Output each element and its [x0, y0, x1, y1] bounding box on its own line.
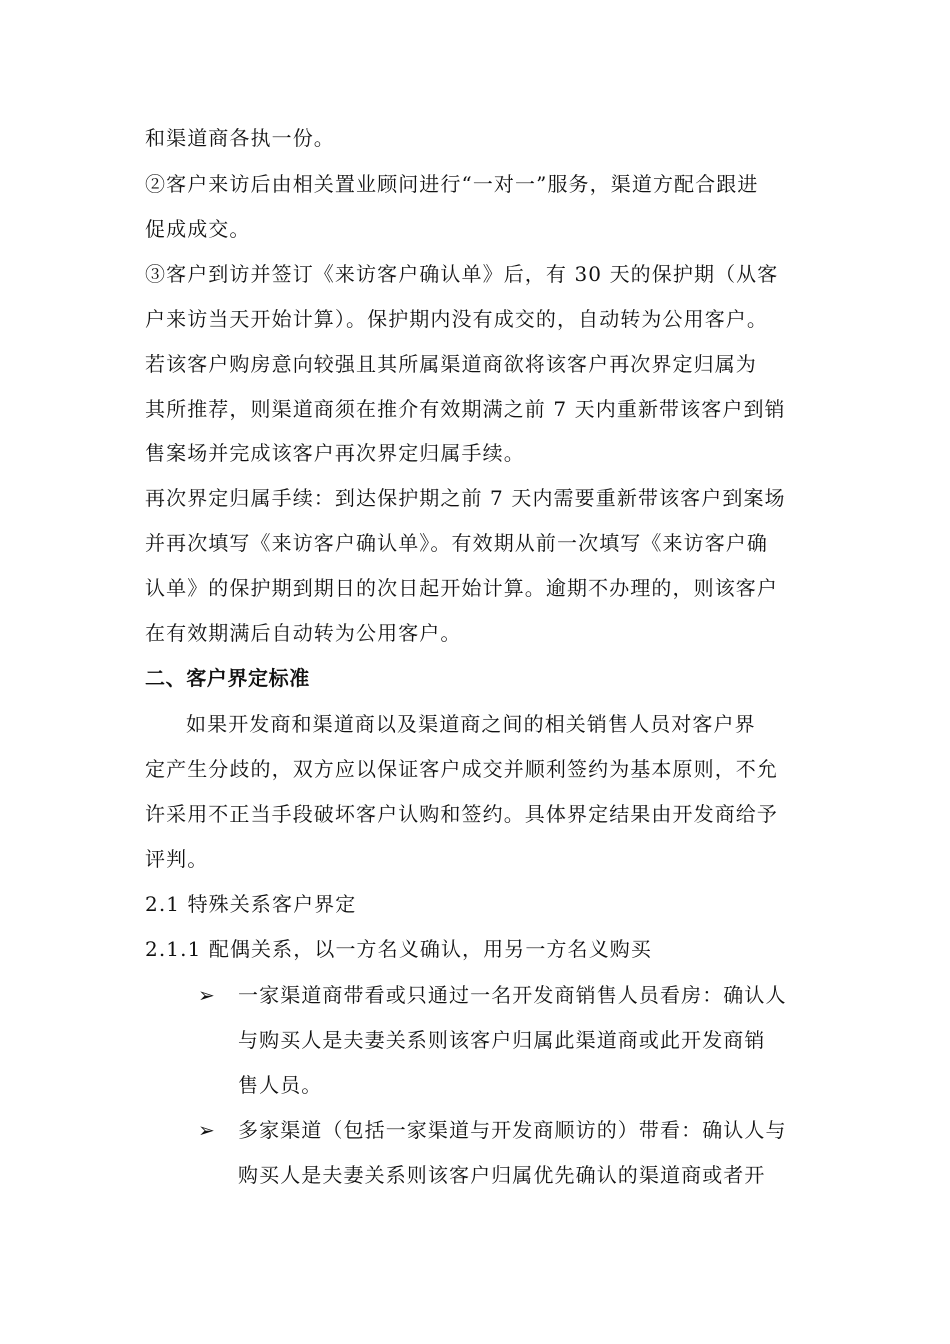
- body-text-line: 并再次填写《来访客户确认单》。有效期从前一次填写《来访客户确: [145, 531, 768, 555]
- bullet-arrow-icon: ➢: [198, 983, 215, 1007]
- subheading: 2.1.1 配偶关系，以一方名义确认，用另一方名义购买: [145, 937, 652, 961]
- bullet-text-line: 一家渠道商带看或只通过一名开发商销售人员看房：确认人: [238, 983, 787, 1007]
- bullet-text-line: 与购买人是夫妻关系则该客户归属此渠道商或此开发商销: [238, 1028, 766, 1052]
- body-text-line: 在有效期满后自动转为公用客户。: [145, 621, 462, 645]
- paragraph-line: 如果开发商和渠道商以及渠道商之间的相关销售人员对客户界: [186, 712, 756, 736]
- body-text-line: 若该客户购房意向较强且其所属渠道商欲将该客户再次界定归属为: [145, 352, 757, 376]
- body-text-line: ③客户到访并签订《来访客户确认单》后，有 30 天的保护期（从客: [145, 262, 779, 286]
- bullet-text-line: 购买人是夫妻关系则该客户归属优先确认的渠道商或者开: [238, 1163, 766, 1187]
- paragraph-line: 定产生分歧的，双方应以保证客户成交并顺利签约为基本原则，不允: [145, 757, 778, 781]
- body-text-line: 促成成交。: [145, 217, 251, 241]
- subheading: 2.1 特殊关系客户界定: [145, 892, 357, 916]
- body-text-line: 再次界定归属手续：到达保护期之前 7 天内需要重新带该客户到案场: [145, 486, 786, 510]
- paragraph-line: 评判。: [145, 847, 209, 871]
- body-text-line: 户来访当天开始计算）。保护期内没有成交的，自动转为公用客户。: [145, 307, 768, 331]
- body-text-line: 售案场并完成该客户再次界定归属手续。: [145, 441, 525, 465]
- bullet-arrow-icon: ➢: [198, 1118, 215, 1142]
- bullet-text-line: 多家渠道（包括一家渠道与开发商顺访的）带看：确认人与: [238, 1118, 787, 1142]
- body-text-line: 认单》的保护期到期日的次日起开始计算。逾期不办理的，则该客户: [145, 576, 778, 600]
- paragraph-line: 许采用不正当手段破坏客户认购和签约。具体界定结果由开发商给予: [145, 802, 778, 826]
- section-heading: 二、客户界定标准: [145, 666, 310, 690]
- body-text-line: 其所推荐，则渠道商须在推介有效期满之前 7 天内重新带该客户到销: [145, 397, 786, 421]
- body-text-line: 和渠道商各执一份。: [145, 126, 335, 150]
- bullet-text-line: 售人员。: [238, 1073, 323, 1097]
- body-text-line: ②客户来访后由相关置业顾问进行“一对一”服务，渠道方配合跟进: [145, 172, 759, 196]
